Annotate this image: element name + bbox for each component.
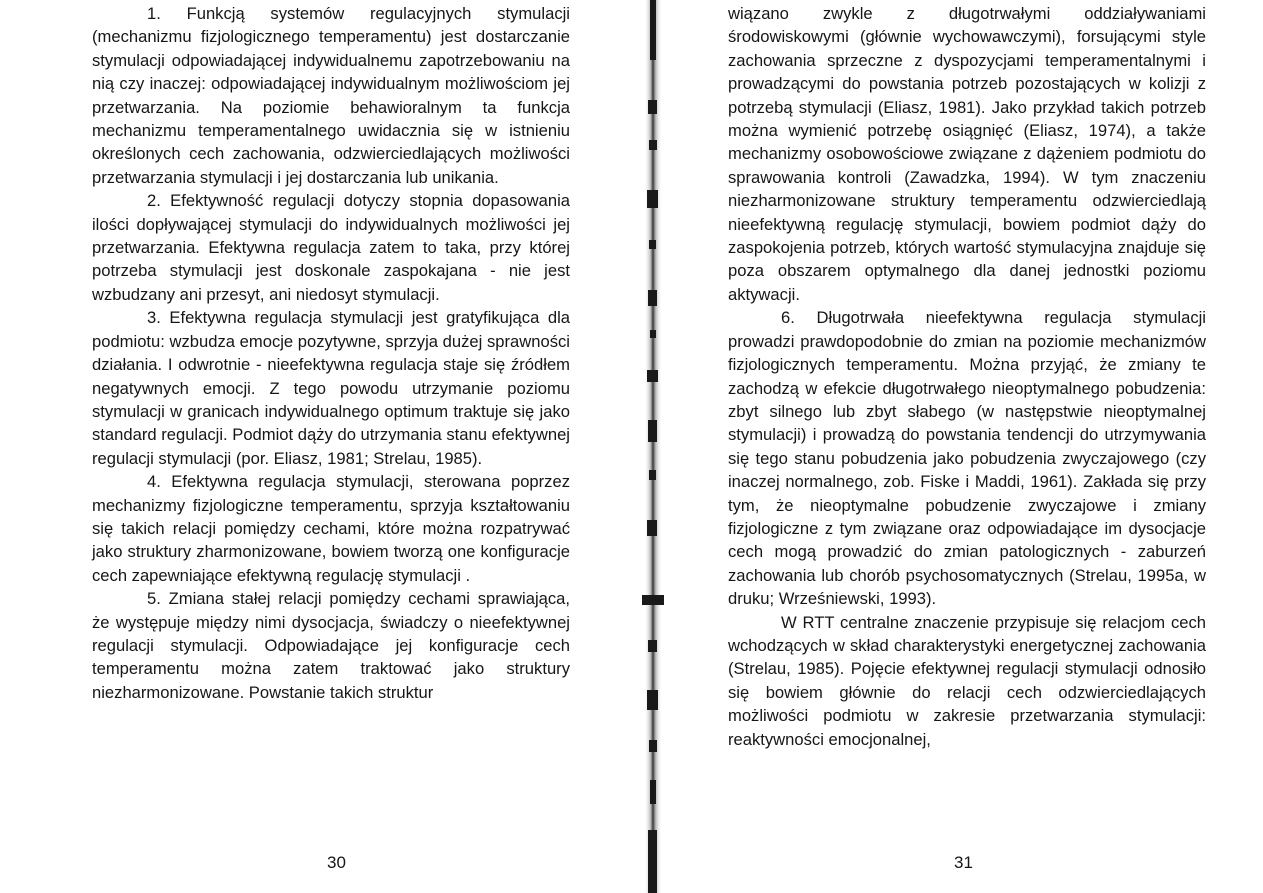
right-page [640,0,1263,893]
paragraph-2: 2. Efektywność regulacji dotyczy stopnia dopasowania ilości dopływającej stymulacji do indywidualnych możliwości jej przetwarzania. Efektywna regulacja zatem to taka, przy której potrzeba stymulacji jest doskonale zaspokajana - nie jest wzbudzany ani przesyt, ani niedosyt stymulacji. [92,191,570,304]
right-text-column [728,2,1206,751]
paragraph-6: 6. Długotrwała nieefektywna regulacja stymulacji prowadzi prawdopodobnie do zmian na poziomie mechanizmów fizjologicznych temperamentu. Można przyjąć, że zmiany te zachodzą w efekcie długotrwałego nieoptymalnego pobudzenia: zbyt silnego lub zbyt słabego (w następstwie nieoptymalnej stymulacji) i prowadzą do powstania tendencji do utrzymywania się tego stanu pobudzenia jako pobudzenia zwyczajowego (czy inaczej normalnego, zob. Fiske i Maddi, 1961). Zakłada się przy tym, że nieoptymalne pobudzenie zwyczajowe i zmiany fizjologiczne z tym związane oraz odpowiadające im dysocjacje cech mogą prowadzić do zmian patologicznych - zaburzeń zachowania lub chorób psychosomatycznych (Strelau, 1995a, w druku; Wrześniewski, 1993). [728,308,1206,609]
page-number-left: 30 [327,853,346,872]
paragraph-rtt: W RTT centralne znaczenie przypisuje się relacjom cech wchodzących w skład charakterystyki energetycznej zachowania (Strelau, 1985). Pojęcie efektywnej regulacji stymulacji odnosiło się bowiem głównie do relacji cech odzwierciedlających możliwości podmiotu w zakresie przetwarzania stymulacji: reaktywności emocjonalnej, [728,612,1206,749]
paragraph-4: 4. Efektywna regulacja stymulacji, sterowana poprzez mechanizmy fizjologiczne temperamentu, sprzyja kształtowaniu się takich relacji pomiędzy cechami, które można rozpatrywać jako struktury zharmonizowane, bowiem tworzą one konfiguracje cech zapewniające efektywną regulację stymulacji . [92,472,570,585]
paragraph-continuation: wiązano zwykle z długotrwałymi oddziaływaniami środowiskowymi (głównie wychowawczymi), forsującymi style zachowania sprzeczne z dyspozycjami temperamentalnymi i prowadzącymi do powstania potrzeb pozostających w kolizji z potrzebą stymulacji (Eliasz, 1981). Jako przykład takich potrzeb można wymienić potrzebę osiągnięć (Eliasz, 1974), a także mechanizmy osobowościowe związane z dążeniem podmiotu do sprawowania kontroli (Zawadzka, 1994). W tym znaczeniu niezharmonizowane struktury temperamentu odzwierciedlają nieefektywną regulację stymulacji, bowiem podmiot dąży do zaspokojenia potrzeb, których wartość stymulacyjna znajduje się poza obszarem optymalnego dla danej jednostki poziomu aktywacji. [728,4,1206,304]
page-number-right: 31 [954,853,973,872]
paragraph-5: 5. Zmiana stałej relacji pomiędzy cechami sprawiająca, że występuje między nimi dysocjacja, świadczy o nieefektywnej regulacji stymulacji. Odpowiadające jej konfiguracje cech temperamentu można zatem traktować jako struktury niezharmonizowane. Powstanie takich struktur [92,589,570,702]
left-text-column [92,2,570,704]
paragraph-3: 3. Efektywna regulacja stymulacji jest gratyfikująca dla podmiotu: wzbudza emocje pozytywne, sprzyja dużej sprawności działania. I odwrotnie - nieefektywna regulacja staje się źródłem negatywnych emocji. Z tego powodu utrzymanie poziomu stymulacji w granicach indywidualnego optimum traktuje się jako standard regulacji. Podmiot dąży do utrzymania stanu efektywnej regulacji stymulacji (por. Eliasz, 1981; Strelau, 1985). [92,308,570,468]
book-spine-shadow [632,0,674,893]
paragraph-1: 1. Funkcją systemów regulacyjnych stymulacji (mechanizmu fizjologicznego temperamentu) jest dostarczanie stymulacji odpowiadającej indywidualnemu zapotrzebowaniu na nią czy inaczej: odpowiadającej indywidualnym możliwościom jej przetwarzania. Na poziomie behawioralnym ta funkcja mechanizmu temperamentalnego uwidacznia się w istnieniu określonych cech zachowania, odzwierciedlających możliwości przetwarzania stymulacji i jej dostarczania lub unikania. [92,4,570,187]
